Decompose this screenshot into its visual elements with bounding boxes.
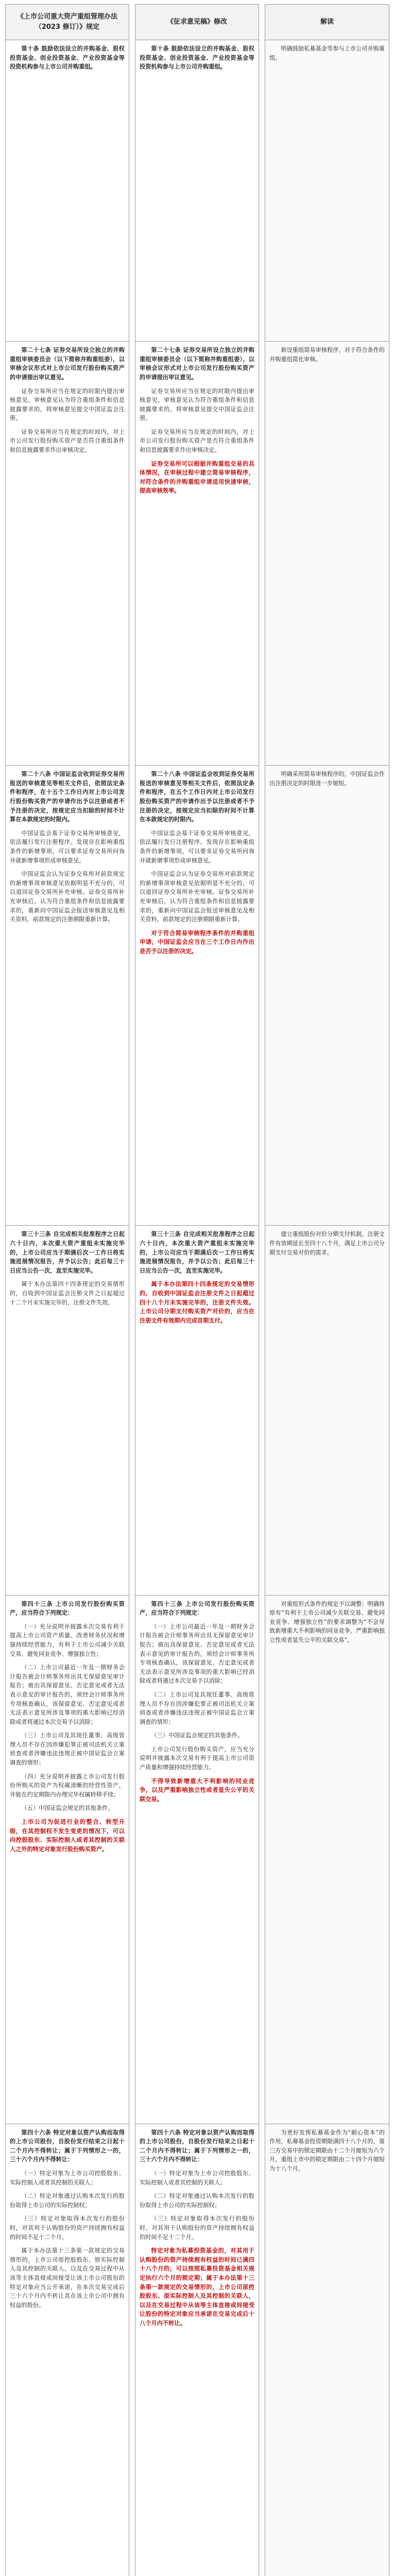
old-rule-paragraph: 第二十八条 中国证监会收到证券交易所报送的审核意见等相关文件后，依照法定条件和程序，在十五个工作日内对上市公司发行股份购买资产的申请作出予以注册或者不予注册的决定，按规定应当扣除的时间不计算在本款规定的时限内。 xyxy=(10,771,125,823)
comparison-table xyxy=(5,4,389,2576)
new-draft-paragraph: （三）中国证监会规定的其他条件。 xyxy=(151,1732,244,1739)
new-draft-highlight: 属于本办法第四十四条规定的交易情形的，自收到中国证监会注册文件之日起超过四十八个月未实施完毕的，注册文件失效。上市公司分期支付购买资产对价的，应当在注册文件有效期内完成首期支付。 xyxy=(140,1281,254,1324)
old-rule-paragraph: 第四十三条 上市公司发行股份购买资产，应当符合下列规定： xyxy=(10,1600,125,1617)
old-rule-cell xyxy=(6,766,129,1226)
old-rule-cell xyxy=(6,342,129,766)
old-rule-cell xyxy=(6,2124,129,2576)
new-draft-paragraph: （二）特定对象通过认购本次发行的股份取得上市公司的实际控制权； xyxy=(140,2193,254,2209)
header-old-rules: 《上市公司重大资产重组管理办法（2023 修订）》规定 xyxy=(6,5,129,40)
table-row xyxy=(6,40,389,342)
old-rule-paragraph: （二）特定对象通过认购本次发行的股份取得上市公司的实际控制权； xyxy=(10,2193,125,2209)
old-rule-paragraph: 中国证监会认为证券交易所对前款规定的新增事项审核意见依据明显不充分的，可以退回证券交易所补充审核。证券交易所补充审核后，认为符合重组条件和信息披露要求的，重新向中国证监会报送审核意见及相关资料，前款规定的注册期限重新计算。 xyxy=(10,871,125,923)
new-draft-paragraph: 第三十三条 自完成相关批准程序之日起六十日内，本次重大资产重组未实施完毕的，上市公司应当于期满后次一工作日将实施进展情况报告，并予以公告；此后每三十日应当公告一次，直至实施完毕。 xyxy=(140,1231,254,1274)
interpretation-cell xyxy=(265,1226,389,1595)
old-rule-paragraph: 第三十三条 自完成相关批准程序之日起六十日内，本次重大资产重组未实施完毕的，上市公司应当于期满后次一工作日将实施进展情况报告，并予以公告；此后每三十日应当公告一次，直至实施完毕。 xyxy=(10,1231,125,1274)
new-draft-paragraph: 证券交易所应当在规定的时间内，对上市公司发行股份购买资产是否符合重组条件和信息披露要求作出审核决定。 xyxy=(140,428,254,454)
old-rule-paragraph: 属于本办法第十三条第一款规定的交易情形的，上市公司原控股股东、原实际控制人及其控制的关联人，以及在交易过程中从该等主体直接或间接受让该上市公司股份的特定对象应当公开承诺，在本次交易完成后三十六个月内不转让其在该上市公司中拥有权益的股份。 xyxy=(10,2247,125,2309)
old-rule-paragraph: 证券交易所应当在规定的时间内，对上市公司发行股份购买资产是否符合重组条件和信息披露要求作出审核决定。 xyxy=(10,428,125,454)
new-draft-paragraph: 上市公司发行股份购买资产，应当充分说明并披露本次交易有利于提高上市公司资产质量和增强持续经营能力。 xyxy=(140,1745,254,1771)
new-draft-paragraph: 第二十八条 中国证监会收到证券交易所报送的审核意见等相关文件后，依照法定条件和程序，在五个工作日内对上市公司发行股份购买资产的申请作出予以注册或者不予注册的决定，按规定应当扣除的时间不计算在本款规定的时限内。 xyxy=(140,771,254,823)
interpretation-paragraph: 对重组形式条件的规定予以调整：明确将原有“有利于上市公司减少关联交易、避免同业竞争、增强独立性”的要求调整为“不会导致新增重大不利影响的同业竞争、严重影响独立性或者显失公平的关联交易”。 xyxy=(269,1600,385,1643)
interpretation-cell xyxy=(265,2124,389,2576)
old-rule-paragraph: 第四十六条 特定对象以资产认购而取得的上市公司股份，自股份发行结束之日起十二个月内不得转让；属于下列情形之一的，三十六个月内不得转让： xyxy=(10,2129,125,2163)
old-rule-cell xyxy=(6,1595,129,2124)
old-rule-paragraph: （四）充分说明并披露上市公司发行股份所购买的资产为权属清晰的经营性资产，并能在约定期限内办理完毕权属转移手续； xyxy=(10,1773,125,1798)
old-rule-paragraph: 中国证监会基于证券交易所审核意见，依法履行发行注册程序。发现存在影响重组条件的新增事项，可以要求证券交易所问询并就新增事项形成审核意见。 xyxy=(10,829,125,864)
interpretation-cell xyxy=(265,342,389,766)
table-row xyxy=(6,2124,389,2576)
table-row xyxy=(6,1595,389,2124)
old-rule-paragraph: 证券交易所应当在规定的时限内提出审核意见，审核意见认为符合重组条件和信息披露要求的，将审核意见提交中国证监会注册。 xyxy=(10,387,125,422)
old-rule-paragraph: （二）上市公司最近一年及一期财务会计报告被会计师事务所出具无保留意见审计报告；被出具保留意见、否定意见或者无法表示意见的审计报告的，须经会计师事务所专项核查确认，该保留意见、否定意见或者无法表示意见所涉及事项的重大影响已经消除或者将通过本次交易予以消除； xyxy=(10,1664,125,1725)
new-draft-cell xyxy=(135,2124,259,2576)
new-draft-paragraph: 中国证监会认为证券交易所对前款规定的新增事项审核意见依据明显不充分的，可以退回证券交易所补充审核。证券交易所补充审核后，认为符合重组条件和信息披露要求的，重新向中国证监会报送审核意见及相关资料，前款规定的注册期限重新计算。 xyxy=(140,871,254,923)
interpretation-cell xyxy=(265,766,389,1226)
interpretation-paragraph: 明确鼓励私募基金等参与上市公司并购重组。 xyxy=(269,45,385,61)
new-draft-cell xyxy=(135,342,259,766)
new-draft-highlight: 证券交易所可以根据并购重组交易的具体情况，在审核过程中建立简易审核程序，对符合条件的并购重组申请适用快速审核，提高审核效率。 xyxy=(140,460,254,495)
old-rule-paragraph: （三）特定对象取得本次发行的股份时，对其用于认购股份的资产持续拥有权益的时间不足十二个月。 xyxy=(10,2215,125,2241)
interpretation-paragraph: 明确采用简易审核程序的，中国证监会作出注册决定的时限进一步缩短。 xyxy=(269,771,385,787)
old-rule-paragraph: （三）上市公司及其现任董事、高级管理人员不存在因涉嫌犯罪正被司法机关立案侦查或者涉嫌违法违规正被中国证监会立案调查的情形； xyxy=(10,1732,125,1767)
new-draft-highlight: 对于符合简易审核程序条件的并购重组申请，中国证监会应当在三个工作日内作出是否予以注册的决定。 xyxy=(140,929,254,955)
new-draft-highlight: 不得导致新增重大不利影响的同业竞争，以及严重影响独立性或者显失公平的关联交易。 xyxy=(140,1777,254,1803)
interpretation-paragraph: 为更好发挥私募基金作为“耐心资本”的作用，私募基金投资期限满四十八个月的，第三方交易中的锁定期限由十二个月缩短为六个月，重组上市中的锁定期限由二十四个月缩短为十八个月。 xyxy=(269,2129,385,2173)
old-rule-paragraph: 属于本办法第四十四条规定的交易情形的，自收到中国证监会注册文件之日起超过十二个月未实施完毕的，注册文件失效。 xyxy=(10,1281,125,1306)
old-rule-cell xyxy=(6,40,129,342)
new-draft-paragraph: （一）上市公司最近一年及一期财务会计报告被会计师事务所出具无保留意见审计报告；被出具保留意见、否定意见或者无法表示意见的审计报告的，须经会计师事务所专项核查确认，该保留意见、否定意见或者无法表示意见所涉及事项的重大影响已经消除或者将通过本次交易予以消除； xyxy=(140,1623,254,1685)
new-draft-cell xyxy=(135,766,259,1226)
old-rule-paragraph: 第十条 鼓励依法设立的并购基金、股权投资基金、创业投资基金、产业投资基金等投资机构参与上市公司并购重组。 xyxy=(10,45,125,71)
new-draft-paragraph: 第二十七条 证券交易所设立独立的并购重组审核委员会（以下简称并购重组委），以审核会议形式对上市公司发行股份购买资产的申请提出审议意见。 xyxy=(140,347,254,381)
interpretation-cell xyxy=(265,1595,389,2124)
new-draft-highlight: 特定对象为私募投资基金的，对其用于认购股份的资产持续拥有权益的时间已满四十八个月的，可以按照私募投资基金相关规定执行六个月的锁定期；属于本办法第十三条第一款规定的交易情形的，上市公司原控股股东、原实际控制人及其控制的关联人，以及在交易过程中从该等主体直接或间接受让股份的特定对象应当承诺在交易完成后十八个月内不转让。 xyxy=(140,2247,254,2327)
old-rule-highlight: 上市公司为促进行业的整合、转型升级，在其控制权不发生变更的情况下，可以向控股股东、实际控制人或者其控制的关联人之外的特定对象发行股份购买资产。 xyxy=(10,1819,125,1853)
new-draft-paragraph: 第四十六条 特定对象以资产认购而取得的上市公司股份，自股份发行结束之日起十二个月内不得转让；属于下列情形之一的，三十六个月内不得转让： xyxy=(140,2129,254,2163)
new-draft-paragraph: （一）特定对象为上市公司控股股东、实际控制人或者其控制的关联人； xyxy=(140,2170,254,2186)
new-draft-paragraph: 证券交易所应当在规定的时限内提出审核意见，审核意见认为符合重组条件和信息披露要求的，将审核意见提交中国证监会注册。 xyxy=(140,387,254,422)
interpretation-cell xyxy=(265,40,389,342)
table-row xyxy=(6,766,389,1226)
new-draft-paragraph: 第十条 鼓励依法设立的并购基金、股权投资基金、创业投资基金、产业投资基金等投资机构参与上市公司并购重组。 xyxy=(140,45,254,71)
new-draft-paragraph: （二）上市公司及其现任董事、高级管理人员不存在因涉嫌犯罪正被司法机关立案侦查或者涉嫌违法违规正被中国证监会立案调查的情形； xyxy=(140,1691,254,1725)
old-rule-paragraph: （一）特定对象为上市公司控股股东、实际控制人或者其控制的关联人； xyxy=(10,2170,125,2186)
old-rule-paragraph: （五）中国证监会规定的其他条件。 xyxy=(21,1805,114,1812)
new-draft-paragraph: 中国证监会基于证券交易所审核意见，依法履行发行注册程序。发现存在影响重组条件的新增事项，可以要求证券交易所问询并就新增事项形成审核意见。 xyxy=(140,829,254,864)
old-rule-paragraph: 第二十七条 证券交易所设立独立的并购重组审核委员会（以下简称并购重组委），以审核会议形式对上市公司发行股份购买资产的申请提出审议意见。 xyxy=(10,347,125,381)
old-rule-cell xyxy=(6,1226,129,1595)
new-draft-paragraph: （三）特定对象取得本次发行的股份时，对其用于认购股份的资产持续拥有权益的时间不足十二个月。 xyxy=(140,2215,254,2241)
interpretation-paragraph: 新设重组简易审核程序，对于符合条件的并购重组简化审核。 xyxy=(269,347,385,363)
table-row xyxy=(6,1226,389,1595)
header-new-draft: 《征求意见稿》修改 xyxy=(135,5,259,40)
header-interpretation: 解读 xyxy=(265,5,389,40)
interpretation-paragraph: 建立重组股份对价分期支付机制，注册文件有效期延长至四十八个月，满足上市公司分期支付交易对价的需求。 xyxy=(269,1231,385,1256)
new-draft-cell xyxy=(135,40,259,342)
new-draft-paragraph: 第四十三条 上市公司发行股份购买资产，应当符合下列规定： xyxy=(140,1600,254,1617)
table-row xyxy=(6,342,389,766)
old-rule-paragraph: （一）充分说明并披露本次交易有利于提高上市公司资产质量、改善财务状况和增强持续经营能力，有利于上市公司减少关联交易、避免同业竞争、增强独立性； xyxy=(10,1623,125,1657)
new-draft-cell xyxy=(135,1595,259,2124)
new-draft-cell xyxy=(135,1226,259,1595)
table-header-row xyxy=(6,5,389,40)
